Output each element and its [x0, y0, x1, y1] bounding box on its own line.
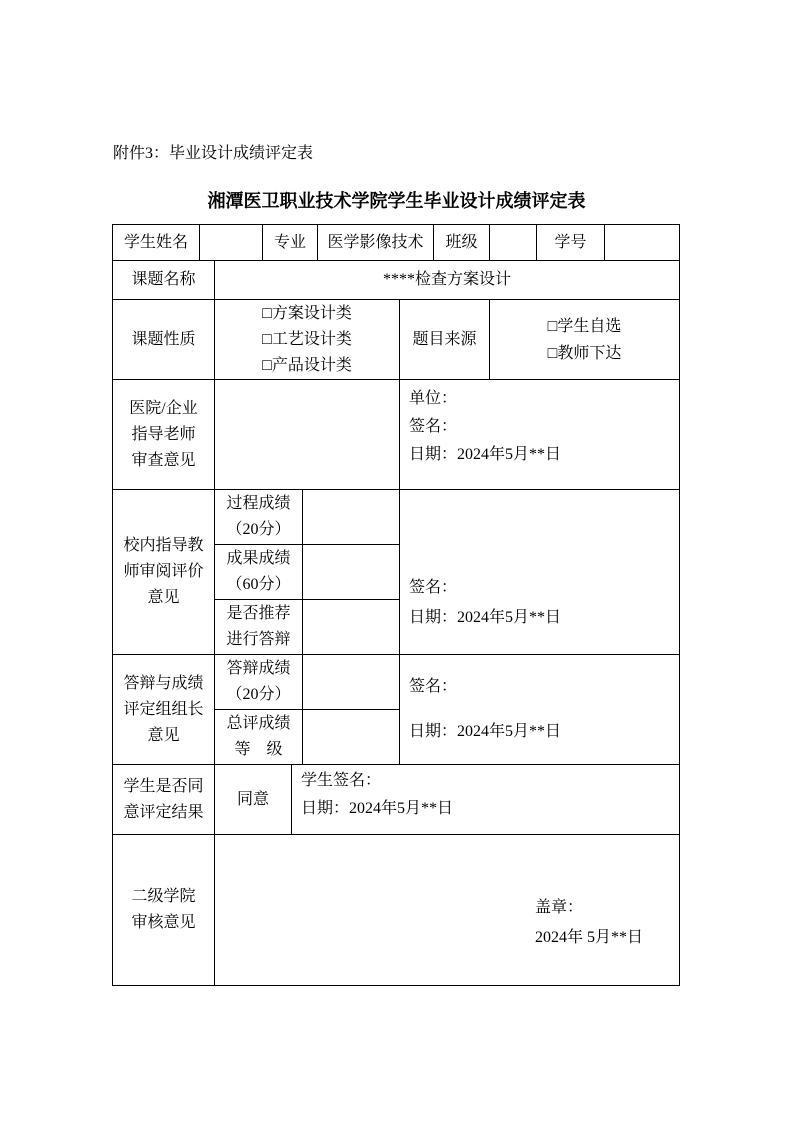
- label-line: 过程成绩: [226, 495, 291, 512]
- label-line: 学生是否同: [123, 777, 204, 795]
- student-agreement-label: [113, 765, 215, 835]
- label-line: 审查意见: [131, 451, 196, 469]
- date-label: 2024年 5月**日: [534, 929, 643, 946]
- process-score-label: [215, 490, 303, 545]
- topic-nature-options: [262, 301, 352, 379]
- overall-grade-label: [215, 710, 303, 765]
- topic-nature-label: 课题性质: [113, 300, 215, 380]
- defense-score-value-cell[interactable]: [303, 655, 400, 710]
- result-score-subrow: [215, 545, 400, 600]
- topic-name-value: ****检查方案设计: [215, 261, 679, 300]
- hospital-review-sign-cell: [400, 380, 679, 490]
- defense-score-label: [215, 655, 303, 710]
- topic-nature-row: [113, 300, 679, 380]
- process-score-value-cell[interactable]: [303, 490, 400, 545]
- label-line: 师审阅评价: [123, 563, 204, 580]
- student-sign-label: 学生签名：: [301, 772, 382, 789]
- label-line: 意见: [147, 589, 180, 606]
- topic-name-label: 课题名称: [113, 261, 215, 300]
- student-id-label: 学号: [537, 225, 605, 261]
- student-agreement-value: 同意: [215, 765, 292, 835]
- topic-nature-options-cell: [215, 300, 400, 380]
- date-label: 日期：2024年5月**日: [409, 609, 562, 626]
- label-line: （60分）: [226, 576, 291, 593]
- label-line: 二级学院: [131, 888, 196, 905]
- campus-review-sign-cell: [400, 490, 679, 655]
- overall-grade-value-cell[interactable]: [303, 710, 400, 765]
- topic-source-options-cell: [490, 300, 679, 380]
- result-score-label: [215, 545, 303, 600]
- result-score-value-cell[interactable]: [303, 545, 400, 600]
- sign-label: 签名：: [409, 579, 458, 596]
- label-line: （20分）: [226, 521, 291, 538]
- student-sign-cell: [292, 765, 679, 835]
- defense-review-row: [113, 655, 679, 765]
- overall-grade-subrow: [215, 710, 400, 765]
- recommend-defense-value-cell[interactable]: [303, 600, 400, 655]
- date-label: 日期：2024年5月**日: [301, 800, 454, 817]
- topic-name-row: [113, 261, 679, 300]
- campus-review-row: [113, 490, 679, 655]
- evaluation-form-table: [112, 224, 680, 986]
- sign-label: 签名：: [409, 678, 458, 695]
- checkbox-option-process-design[interactable]: □工艺设计类: [262, 330, 352, 348]
- label-line: 指导老师: [131, 425, 196, 443]
- campus-review-subgrid: [215, 490, 400, 655]
- seal-block: [535, 893, 643, 953]
- date-label: 日期：2024年5月**日: [409, 723, 562, 740]
- label-line: （20分）: [226, 686, 291, 703]
- hospital-review-comment-cell[interactable]: [215, 380, 400, 490]
- checkbox-option-product-design[interactable]: □产品设计类: [262, 356, 352, 374]
- student-agreement-row: [113, 765, 679, 835]
- basic-info-row: [113, 225, 679, 261]
- form-title: 湘潭医卫职业技术学院学生毕业设计成绩评定表: [207, 191, 586, 211]
- defense-score-subrow: [215, 655, 400, 710]
- defense-review-label: [113, 655, 215, 765]
- label-line: 校内指导教: [123, 537, 204, 554]
- label-line: 成果成绩: [226, 550, 291, 567]
- label-line: 意评定结果: [123, 803, 204, 821]
- student-id-value-cell[interactable]: [605, 225, 679, 261]
- college-review-seal-cell: [215, 835, 679, 985]
- label-line: 是否推荐: [226, 605, 291, 622]
- hospital-review-row: [113, 380, 679, 490]
- student-name-label: 学生姓名: [113, 225, 200, 261]
- major-value: 医学影像技术: [318, 225, 434, 261]
- unit-label: 单位：: [409, 390, 458, 407]
- label-line: 进行答辩: [226, 631, 291, 648]
- class-value-cell[interactable]: [490, 225, 537, 261]
- seal-label: 盖章：: [534, 899, 583, 916]
- college-review-label: [113, 835, 215, 985]
- college-review-row: [113, 835, 679, 985]
- defense-review-sign-cell: [400, 655, 679, 765]
- checkbox-option-plan-design[interactable]: □方案设计类: [262, 304, 352, 322]
- defense-review-subgrid: [215, 655, 400, 765]
- recommend-defense-subrow: [215, 600, 400, 655]
- checkbox-option-teacher-assigned[interactable]: □教师下达: [547, 344, 622, 362]
- label-line: 医院/企业: [129, 399, 198, 417]
- date-label: 日期：2024年5月**日: [409, 446, 562, 463]
- topic-source-label: 题目来源: [400, 300, 490, 380]
- attachment-label: 附件3：毕业设计成绩评定表: [113, 145, 314, 162]
- label-line: 意见: [147, 726, 180, 744]
- label-line: 答辩与成绩: [123, 674, 204, 692]
- topic-source-options: [548, 313, 622, 367]
- student-name-value-cell[interactable]: [200, 225, 263, 261]
- hospital-review-label: [113, 380, 215, 490]
- checkbox-option-student-selected[interactable]: □学生自选: [547, 317, 622, 335]
- label-line: 等 级: [234, 741, 283, 758]
- major-label: 专业: [263, 225, 318, 261]
- label-line: 审核意见: [131, 914, 196, 931]
- class-label: 班级: [434, 225, 490, 261]
- recommend-defense-label: [215, 600, 303, 655]
- sign-label: 签名：: [409, 418, 458, 435]
- label-line: 评定组组长: [123, 700, 204, 718]
- label-line: 答辩成绩: [226, 660, 291, 677]
- campus-review-label: [113, 490, 215, 655]
- process-score-subrow: [215, 490, 400, 545]
- label-line: 总评成绩: [226, 715, 291, 732]
